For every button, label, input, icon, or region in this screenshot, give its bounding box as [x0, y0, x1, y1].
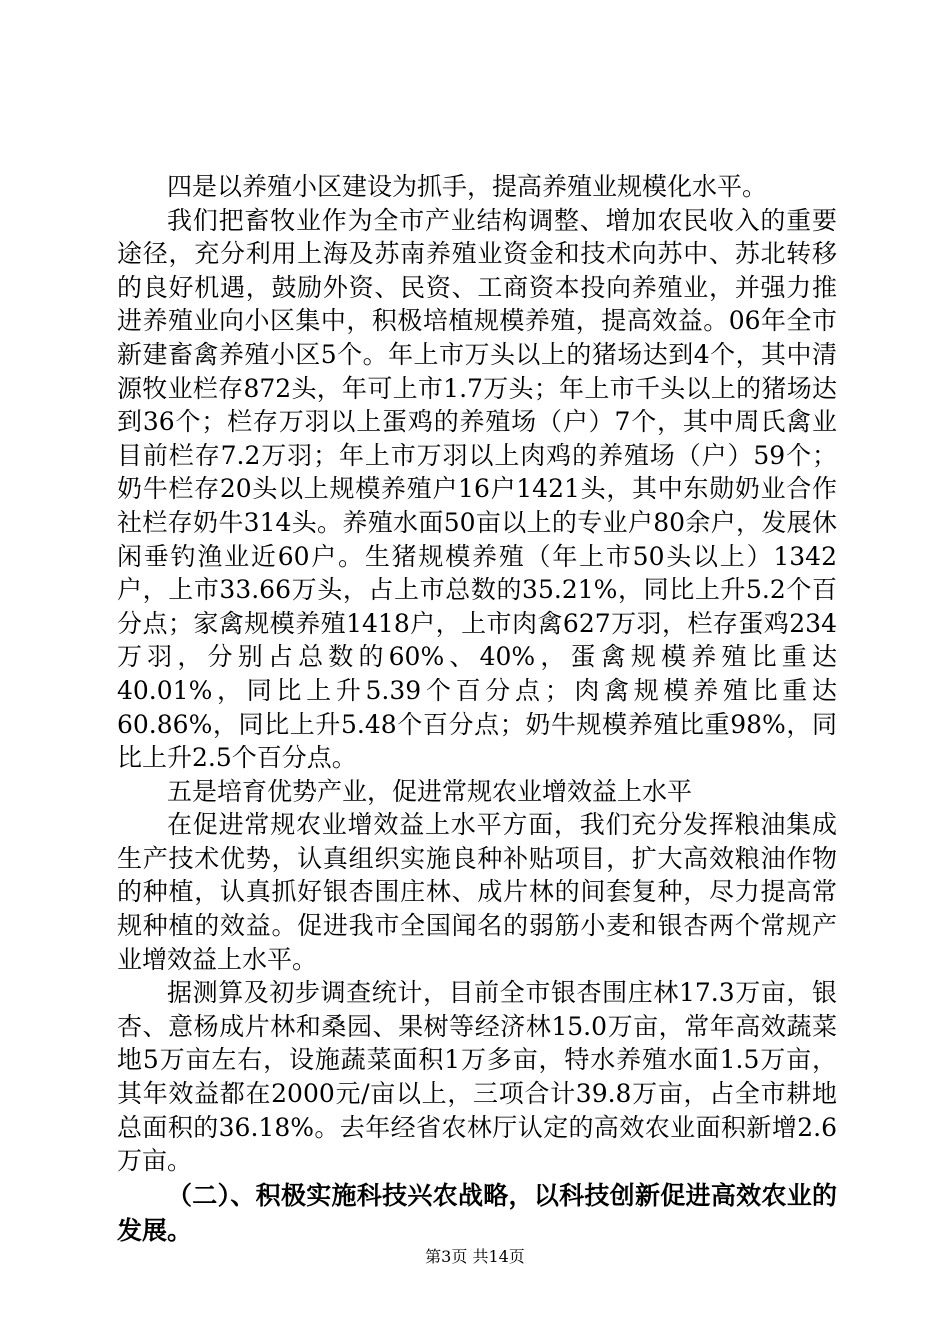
page-number-footer: 第3页 共14页	[425, 1247, 525, 1266]
paragraph-heading-four: 四是以养殖小区建设为抓手，提高养殖业规模化水平。	[167, 172, 768, 201]
paragraph-heading-five: 五是培育优势产业，促进常规农业增效益上水平	[167, 776, 693, 806]
document-body	[117, 170, 837, 1248]
paragraph-statistics: 据测算及初步调查统计，目前全市银杏围庄林17.3万亩，银杏、意杨成片林和桑园、果树等经济林15.0万亩，常年高效蔬菜地5万亩左右，设施蔬菜面积1万多亩，特水养殖水面1.5万亩，其年效益都在2000元/亩以上，三项合计39.8万亩，占全市耕地总面积的36.18%。去年经省农林厅认定的高效农业面积新增2.6万亩。	[117, 978, 837, 1176]
paragraph-livestock: 我们把畜牧业作为全市产业结构调整、增加农民收入的重要途径，充分利用上海及苏南养殖业资金和技术向苏中、苏北转移的良好机遇，鼓励外资、民资、工商资本投向养殖业，并强力推进养殖业向小区集中，积极培植规模养殖，提高效益。06年全市新建畜禽养殖小区5个。年上市万头以上的猪场达到4个，其中清源牧业栏存872头，年可上市1.7万头；年上市千头以上的猪场达到36个；栏存万羽以上蛋鸡的养殖场（户）7个，其中周氏禽业目前栏存7.2万羽；年上市万羽以上肉鸡的养殖场（户）59个；奶牛栏存20头以上规模养殖户16户1421头，其中东勋奶业合作社栏存奶牛314头。养殖水面50亩以上的专业户80余户，发展休闲垂钓渔业近60户。生猪规模养殖（年上市50头以上）1342户，上市33.66万头，占上市总数的35.21%，同比上升5.2个百分点；家禽规模养殖1418户，上市肉禽627万羽，栏存蛋鸡234万羽，分别占总数的60%、40%，蛋禽规模养殖比重达40.01%，同比上升5.39个百分点；肉禽规模养殖比重达60.86%，同比上升5.48个百分点；奶牛规模养殖比重98%，同比上升2.5个百分点。	[117, 205, 837, 773]
paragraph-conventional-agriculture: 在促进常规农业增效益上水平方面，我们充分发挥粮油集成生产技术优势，认真组织实施良种补贴项目，扩大高效粮油作物的种植，认真抓好银杏围庄林、成片林的间套复种，尽力提高常规种植的效益。促进我市全国闻名的弱筋小麦和银杏两个常规产业增效益上水平。	[117, 810, 837, 974]
section-heading: （二）、积极实施科技兴农战略，以科技创新促进高效农业的发展。	[117, 1180, 837, 1245]
